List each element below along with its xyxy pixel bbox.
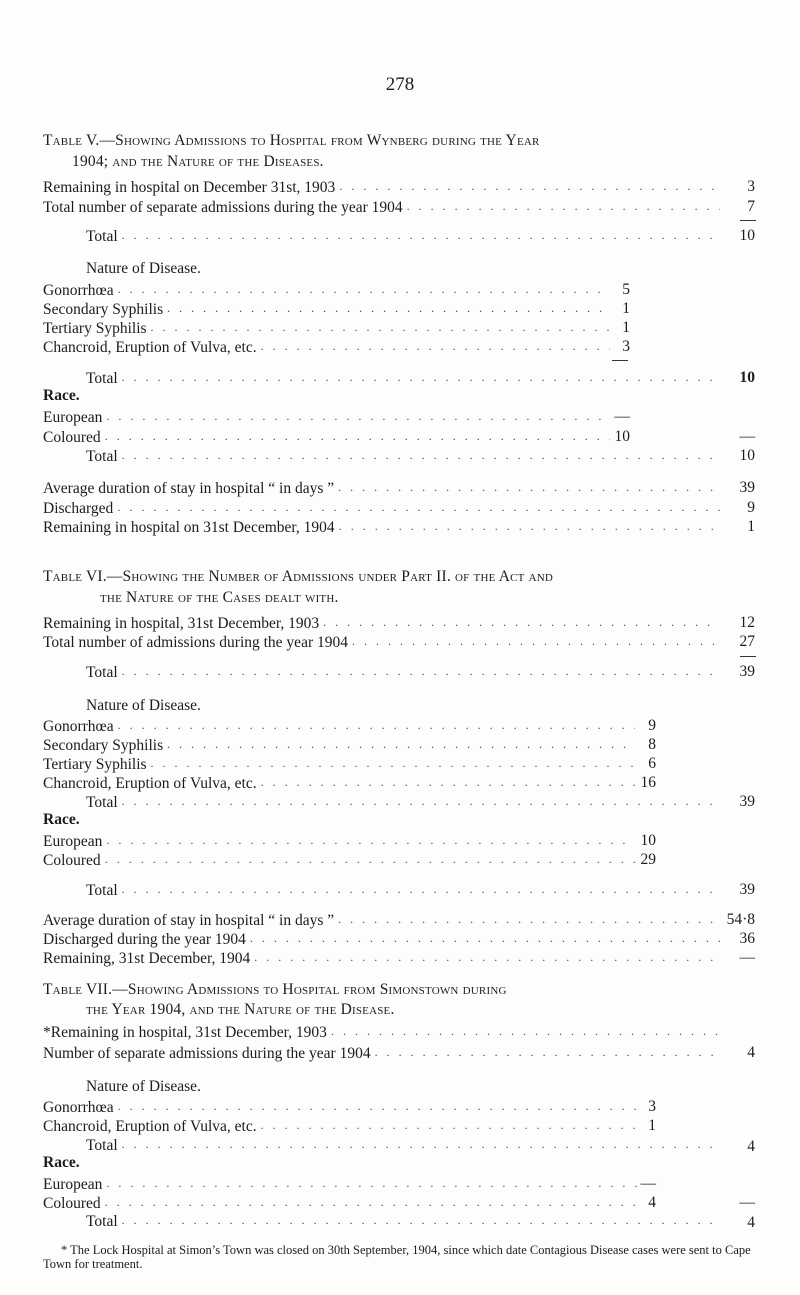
table5-disease-total-value: 10 (739, 369, 755, 386)
table6-disease-value: 9 (648, 717, 656, 734)
table7-remaining-row (43, 1022, 723, 1042)
table6-remaining-end-value: — (739, 949, 755, 966)
table7-heading-line2: the Year 1904, and the Nature of the Disease. (86, 1001, 395, 1018)
table5-disease-label: Chancroid, Eruption of Vulva, etc. (43, 339, 257, 356)
table6-race-heading: Race. (43, 811, 80, 828)
table6-disease-label: Gonorrhœa (43, 718, 114, 735)
table6-disease-total-value: 39 (739, 793, 755, 810)
table6-admissions-label: Total number of admissions during the year 1904 (43, 634, 348, 651)
table5-disease-value: 1 (622, 319, 630, 336)
table6-total-row (86, 662, 723, 682)
table5-disease-row (43, 280, 613, 300)
table6-disease-value: 16 (640, 774, 656, 791)
table5-avg-value: 39 (739, 479, 755, 496)
table6-disease-row (43, 773, 638, 793)
table6-nature-heading: Nature of Disease. (86, 697, 201, 714)
table5-total-value: 10 (739, 227, 755, 244)
footnote: * The Lock Hospital at Simon’s Town was closed on 30th September, 1904, since which date Contagious Disease cases were sent to Cape Town for treatment. (43, 1243, 751, 1271)
table7-disease-value: 1 (648, 1117, 656, 1134)
table6-disease-row (43, 716, 638, 736)
table6-heading-line1: Table VI.—Showing the Number of Admissions under Part II. of the Act and (43, 568, 554, 585)
table5-disease-value: 5 (622, 281, 630, 298)
table6-total-value: 39 (739, 663, 755, 680)
table5-discharged-label: Discharged (43, 500, 114, 517)
table7-disease-label: Gonorrhœa (43, 1099, 114, 1116)
table5-disease-rule (612, 360, 628, 361)
table6-european-row (43, 831, 638, 851)
table6-discharged-row (43, 929, 723, 949)
table7-coloured-row (43, 1193, 643, 1213)
table6-total-label: Total (86, 664, 118, 681)
table7-disease-row (43, 1097, 643, 1117)
table5-heading-line2: 1904; and the Nature of the Diseases. (72, 153, 324, 170)
table5-disease-label: Secondary Syphilis (43, 301, 164, 318)
table5-remaining-end-value: 1 (747, 518, 755, 535)
table7-disease-total-row (86, 1135, 723, 1155)
table7-heading-line1: Table VII.—Showing Admissions to Hospital from Simonstown during (43, 981, 507, 998)
table6-coloured-label: Coloured (43, 852, 101, 869)
table5-race-heading: Race. (43, 387, 80, 404)
table5-disease-total-label: Total (86, 370, 118, 387)
table5-admissions-label: Total number of separate admissions during the year 1904 (43, 199, 403, 216)
table6-sum-rule (740, 656, 756, 657)
table6-avg-value: 54·8 (726, 911, 755, 928)
table6-disease-label: Secondary Syphilis (43, 737, 164, 754)
table5-nature-heading: Nature of Disease. (86, 260, 201, 277)
table5-disease-label: Tertiary Syphilis (43, 320, 147, 337)
table5-coloured-row (43, 427, 613, 447)
page-number: 278 (385, 74, 415, 95)
table5-remaining-row (43, 177, 723, 197)
table5-race-total-value: 10 (739, 447, 755, 464)
table5-disease-value: 3 (622, 338, 630, 355)
table7-race-total-label: Total (86, 1213, 118, 1230)
table5-remaining-value: 3 (747, 178, 755, 195)
table6-european-value: 10 (640, 832, 656, 849)
table7-coloured-label: Coloured (43, 1195, 101, 1212)
table7-nature-heading: Nature of Disease. (86, 1078, 201, 1095)
table7-admissions-value: 4 (747, 1044, 755, 1061)
table5-discharged-value: 9 (747, 499, 755, 516)
table6-avg-label: Average duration of stay in hospital “ in days ” (43, 912, 335, 929)
table5-disease-value: 1 (622, 300, 630, 317)
table7-disease-total-label: Total (86, 1137, 118, 1154)
table6-remaining-end-row (43, 948, 723, 968)
table5-disease-row (43, 299, 613, 319)
table7-disease-row (43, 1116, 643, 1136)
table5-coloured-dash: — (739, 428, 755, 445)
table5-remaining-end-row (43, 517, 723, 537)
table7-disease-total-value: 4 (747, 1138, 755, 1155)
table6-remaining-end-label: Remaining, 31st December, 1904 (43, 950, 251, 967)
table6-disease-value: 8 (648, 736, 656, 753)
table6-coloured-row (43, 850, 638, 870)
table7-european-label: European (43, 1176, 103, 1193)
table6-race-total-label: Total (86, 882, 118, 899)
table7-race-heading: Race. (43, 1154, 80, 1171)
table6-remaining-row (43, 613, 723, 633)
table6-remaining-value: 12 (739, 614, 755, 631)
table6-avg-row (43, 910, 723, 930)
table6-disease-label: Chancroid, Eruption of Vulva, etc. (43, 775, 257, 792)
table6-heading-line2: the Nature of the Cases dealt with. (100, 589, 339, 606)
table5-coloured-label: Coloured (43, 429, 101, 446)
table7-european-value: — (640, 1175, 656, 1192)
table6-discharged-value: 36 (739, 930, 755, 947)
table5-european-label: European (43, 409, 103, 426)
table6-remaining-label: Remaining in hospital, 31st December, 1903 (43, 615, 320, 632)
table5-avg-label: Average duration of stay in hospital “ in days ” (43, 480, 335, 497)
table6-discharged-label: Discharged during the year 1904 (43, 931, 246, 948)
table5-sum-rule (740, 220, 756, 221)
table5-disease-label: Gonorrhœa (43, 282, 114, 299)
table6-disease-row (43, 754, 638, 774)
table5-total-row (86, 226, 723, 246)
table6-race-total-value: 39 (739, 881, 755, 898)
table5-avg-row (43, 478, 723, 498)
table6-admissions-row (43, 632, 723, 652)
table6-disease-total-row (86, 792, 723, 812)
table7-coloured-value: 4 (648, 1194, 656, 1211)
table7-disease-label: Chancroid, Eruption of Vulva, etc. (43, 1118, 257, 1135)
table5-disease-row (43, 318, 613, 338)
table5-remaining-end-label: Remaining in hospital on 31st December, 1904 (43, 519, 335, 536)
table7-admissions-row (43, 1043, 723, 1063)
table7-admissions-label: Number of separate admissions during the year 1904 (43, 1045, 371, 1062)
table5-race-total-row (86, 446, 723, 466)
table7-race-total-value: 4 (747, 1214, 755, 1231)
table5-discharged-row (43, 498, 723, 518)
table5-remaining-label: Remaining in hospital on December 31st, 1903 (43, 179, 336, 196)
table6-admissions-value: 27 (739, 633, 755, 650)
table6-coloured-value: 29 (640, 851, 656, 868)
table5-total-label: Total (86, 228, 118, 245)
table7-european-row (43, 1174, 643, 1194)
table5-coloured-value: 10 (614, 428, 630, 445)
table6-disease-label: Tertiary Syphilis (43, 756, 147, 773)
table6-european-label: European (43, 833, 103, 850)
table5-disease-total-row (86, 368, 723, 388)
table5-european-value: — (614, 408, 630, 425)
table5-heading-line1: Table V.—Showing Admissions to Hospital from Wynberg during the Year (43, 132, 540, 149)
table7-remaining-label: *Remaining in hospital, 31st December, 1903 (43, 1024, 327, 1041)
table5-european-row (43, 407, 613, 427)
table5-disease-row (43, 337, 613, 357)
table6-disease-value: 6 (648, 755, 656, 772)
table6-race-total-row (86, 880, 723, 900)
table7-race-total-row (86, 1211, 723, 1231)
table5-admissions-value: 7 (747, 198, 755, 215)
table7-coloured-dash: — (739, 1194, 755, 1211)
table5-race-total-label: Total (86, 448, 118, 465)
table5-admissions-row (43, 197, 723, 217)
table6-disease-total-label: Total (86, 794, 118, 811)
table6-disease-row (43, 735, 638, 755)
table7-disease-value: 3 (648, 1098, 656, 1115)
